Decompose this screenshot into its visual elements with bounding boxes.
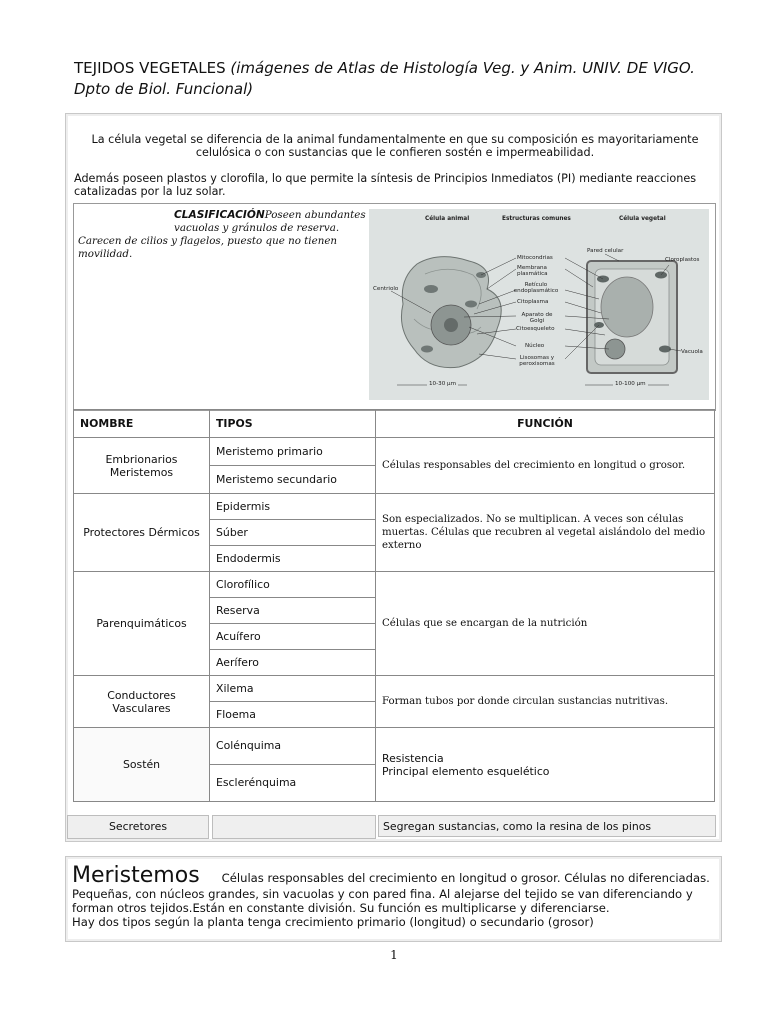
funcion-line-1: Resistencia [382,751,444,765]
funcion-cell: Forman tubos por donde circulan sustancias nutritivas. [376,676,715,728]
meristemos-title: Meristemos [72,863,200,888]
diagram-head-vegetal: Célula vegetal [619,216,666,222]
diagram-label: Lisosomas y peroxisomas [519,355,555,367]
group-name: Sostén [74,728,210,802]
funcion-cell: Son especializados. No se multiplican. A veces son células muertas. Células que recubren al vegetal aislándolo del medio externo [376,494,715,572]
table-header-row [74,410,715,438]
tipo-cell: Súber [210,520,376,546]
diagram-head-animal: Célula animal [425,216,470,222]
intro-paragraph-2: Además poseen plastos y clorofila, lo que permite la síntesis de Principios Inmediatos (PI) mediante reacciones catalizadas por la luz solar. [74,172,697,198]
tipo-cell: Reserva [210,598,376,624]
diagram-scale-right: 10-100 µm [615,381,646,387]
meristemos-text [72,864,717,929]
diagram-scale-left: 10-30 µm [429,381,457,387]
diagram-label: Membrana plasmática [517,265,548,277]
diagram-label: Citoesqueleto [516,326,555,332]
secretores-row [67,815,718,838]
secretores-tipos [212,815,376,839]
title-main: TEJIDOS VEGETALES [74,59,226,77]
group-name: Protectores Dérmicos [74,494,210,572]
tipo-cell: Meristemo primario [210,438,376,466]
tipo-cell: Colénquima [210,728,376,765]
tipo-cell: Esclerénquima [210,765,376,802]
diagram-label: Mitocondrias [517,255,553,261]
diagram-label: Citoplasma [517,299,549,305]
secretores-name: Secretores [67,815,209,839]
group-name: Embrionarios Meristemos [74,438,210,494]
table-row [74,676,715,702]
classification-line-2: Carecen de cilios y flagelos, puesto que no tienen movilidad. [78,235,338,260]
tipo-cell: Clorofílico [210,572,376,598]
tipo-cell: Xilema [210,676,376,702]
diagram-label: Retículo endoplasmático [513,282,559,294]
funcion-cell: Células que se encargan de la nutrición [376,572,715,676]
diagram-label-vacuola: Vacuola [681,349,703,355]
tipo-cell: Endodermis [210,546,376,572]
group-name: Parenquimáticos [74,572,210,676]
tipo-cell: Aerífero [210,650,376,676]
diagram-head-common: Estructuras comunes [502,216,571,222]
table-row [74,438,715,466]
tipo-cell: Floema [210,702,376,728]
group-name: Conductores Vasculares [74,676,210,728]
funcion-line-2: Principal elemento esquelético [382,764,550,778]
table-row [74,728,715,765]
meristemos-paragraph-1: Células responsables del crecimiento en longitud o grosor. Células no diferenciadas. Pequeñas, con núcleos grandes, sin vacuolas y con pared fina. Al alejarse del tejido se van diferenciando y forman otros tejidos.Están en constante división. Su función es multiplicarse y diferenciarse. [72,871,710,915]
tipo-cell: Epidermis [210,494,376,520]
header-nombre: NOMBRE [74,410,210,438]
diagram-label: Núcleo [525,343,545,349]
secretores-funcion: Segregan sustancias, como la resina de los pinos [378,815,716,837]
diagram-label-pared: Pared celular [587,248,624,254]
diagram-label-centriolo: Centriolo [373,286,399,292]
funcion-cell [376,728,715,802]
intro-paragraph-1: La célula vegetal se diferencia de la animal fundamentalmente en que su composición es mayoritariamente celulósica o con sustancias que le confieren sostén e impermeabilidad. [91,133,699,159]
diagram-label: Aparato de Golgi [521,312,553,324]
title-source: (imágenes de Atlas de Histología Veg. y Anim. UNIV. DE VIGO. Dpto de Biol. Funcional) [74,59,695,98]
page-title [74,58,714,100]
cell-diagram [369,209,709,400]
tipo-cell: Meristemo secundario [210,466,376,494]
header-funcion: FUNCIÓN [376,410,715,438]
diagram-label-cloroplastos: Cloroplastos [665,257,700,263]
funcion-cell: Células responsables del crecimiento en longitud o grosor. [376,438,715,494]
table-row [74,494,715,520]
header-tipos: TIPOS [210,410,376,438]
table-row [74,572,715,598]
classification-label: CLASIFICACIÓN [174,209,265,221]
tipo-cell: Acuífero [210,624,376,650]
classification-line-1: Poseen abundantes vacuolas y gránulos de reserva. [174,209,366,234]
page-number: 1 [390,948,398,962]
classification-text [78,209,368,261]
tissue-table [73,409,715,802]
meristemos-paragraph-2: Hay dos tipos según la planta tenga crecimiento primario (longitud) o secundario (grosor) [72,914,594,929]
